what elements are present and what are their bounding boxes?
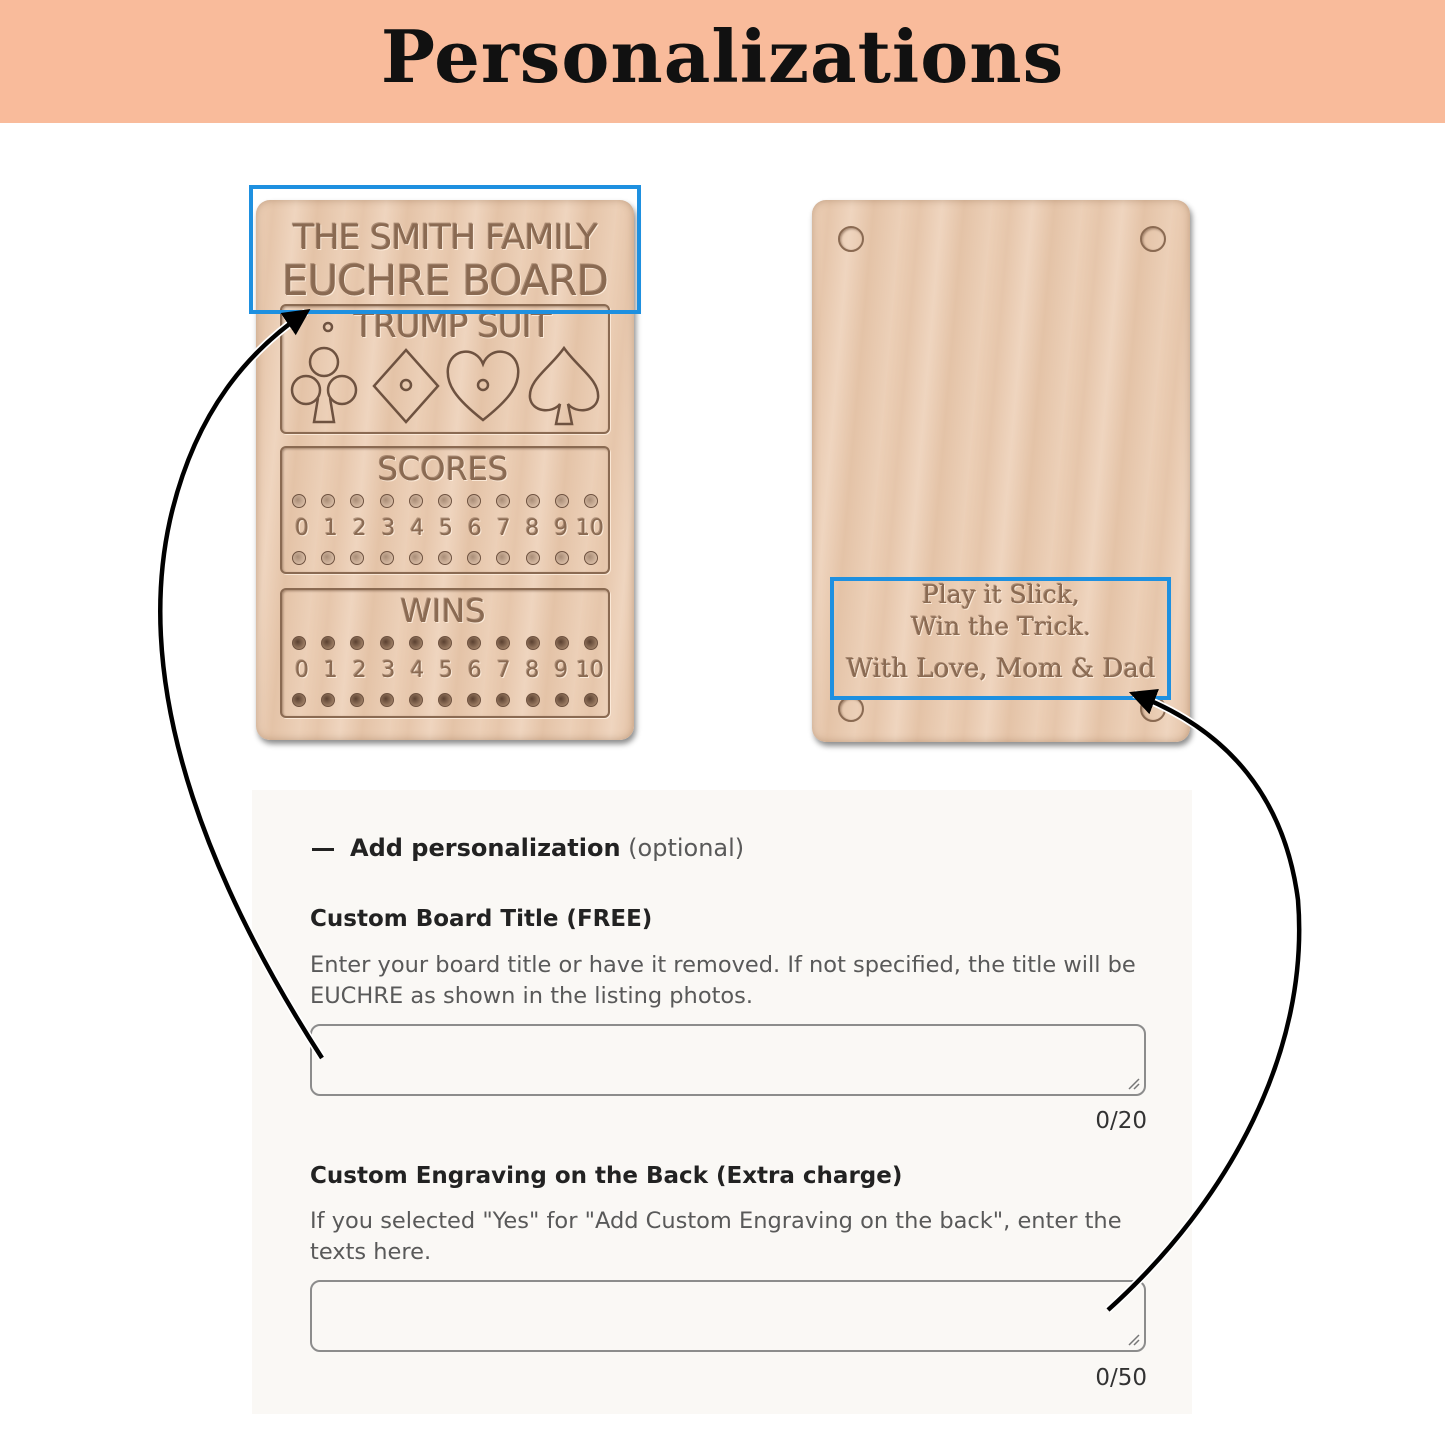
scores-label: SCORES (377, 450, 509, 488)
peg-hole-icon (496, 551, 510, 565)
wins-numbers (288, 658, 604, 683)
peg-hole-icon (467, 636, 481, 650)
board-title-field-help: Enter your board title or have it removed. If not specified, the title will be EUCHRE as shown in the listing photos. (310, 952, 1136, 1009)
engraving-highlight-box (830, 577, 1171, 700)
peg-hole-icon (555, 636, 569, 650)
back-engraving-line1: Play it Slick, (922, 580, 1080, 609)
win-number: 6 (467, 658, 482, 683)
scores-numbers (288, 516, 604, 541)
back-engraving-field-help: If you selected "Yes" for "Add Custom Engraving on the back", enter the texts here. (310, 1208, 1122, 1265)
peg-hole-icon (584, 636, 598, 650)
back-engraving-field-label: Custom Engraving on the Back (Extra charge) (310, 1163, 903, 1189)
peg-hole-icon (350, 551, 364, 565)
peg-hole-icon (380, 494, 394, 508)
peg-hole-icon (380, 693, 394, 707)
score-number: 2 (352, 516, 367, 541)
score-number: 5 (438, 516, 453, 541)
title-highlight-box (249, 185, 641, 314)
peg-hole-icon (380, 551, 394, 565)
score-number: 1 (323, 516, 338, 541)
peg-hole-icon (526, 693, 540, 707)
score-number: 3 (381, 516, 396, 541)
win-number: 1 (323, 658, 338, 683)
peg-hole-icon (292, 693, 306, 707)
toggle-optional-label: (optional) (628, 834, 745, 862)
peg-hole-icon (292, 636, 306, 650)
back-engraving-line3: With Love, Mom & Dad (846, 654, 1156, 684)
resize-handle-icon[interactable] (1126, 1076, 1140, 1090)
peg-hole-icon (292, 551, 306, 565)
peg-hole-icon (292, 494, 306, 508)
win-number: 10 (575, 658, 604, 683)
corner-hole-icon (1140, 226, 1166, 252)
peg-hole-icon (526, 494, 540, 508)
peg-hole-icon (380, 636, 394, 650)
peg-hole-icon (321, 494, 335, 508)
peg-hole-icon (438, 494, 452, 508)
peg-hole-icon (496, 693, 510, 707)
score-number: 9 (554, 516, 569, 541)
peg-hole-icon (350, 494, 364, 508)
peg-hole-icon (555, 551, 569, 565)
board-title-line1: THE SMITH FAMILY (292, 218, 598, 258)
score-number: 8 (525, 516, 540, 541)
win-number: 7 (496, 658, 511, 683)
peg-hole-icon (409, 551, 423, 565)
scores-peg-row-top (292, 494, 598, 508)
wins-label: WINS (400, 592, 486, 630)
peg-hole-icon (526, 636, 540, 650)
win-number: 9 (554, 658, 569, 683)
resize-handle-icon[interactable] (1126, 1332, 1140, 1346)
wins-peg-row-top (292, 636, 598, 650)
win-number: 8 (525, 658, 540, 683)
peg-hole-icon (438, 551, 452, 565)
peg-hole-icon (467, 551, 481, 565)
board-title-char-counter: 0/20 (1095, 1108, 1147, 1134)
peg-hole-icon (584, 693, 598, 707)
win-number: 3 (381, 658, 396, 683)
score-number: 6 (467, 516, 482, 541)
peg-hole-icon (526, 551, 540, 565)
peg-hole-icon (350, 636, 364, 650)
peg-hole-icon (321, 551, 335, 565)
collapse-dash-icon (312, 848, 334, 851)
score-number: 0 (295, 516, 309, 541)
peg-hole-icon (584, 494, 598, 508)
toggle-label: Add personalization (350, 834, 621, 862)
win-number: 2 (352, 658, 367, 683)
back-engraving-line2: Win the Trick. (911, 612, 1091, 641)
peg-hole-icon (496, 494, 510, 508)
back-engraving-char-counter: 0/50 (1095, 1365, 1147, 1391)
peg-hole-icon (409, 693, 423, 707)
peg-hole-icon (409, 636, 423, 650)
score-number: 4 (410, 516, 425, 541)
peg-hole-icon (321, 693, 335, 707)
win-number: 0 (295, 658, 309, 683)
peg-hole-icon (438, 636, 452, 650)
scores-peg-row-bottom (292, 551, 598, 565)
peg-hole-icon (467, 693, 481, 707)
peg-hole-icon (584, 551, 598, 565)
peg-hole-icon (555, 693, 569, 707)
board-title-line2: EUCHRE BOARD (282, 256, 608, 305)
back-engraving-input[interactable] (310, 1280, 1146, 1352)
peg-hole-icon (438, 693, 452, 707)
win-number: 4 (410, 658, 425, 683)
corner-hole-icon (838, 226, 864, 252)
peg-hole-icon (555, 494, 569, 508)
peg-hole-icon (350, 693, 364, 707)
score-number: 10 (575, 516, 604, 541)
peg-hole-icon (467, 494, 481, 508)
board-title-input[interactable] (310, 1024, 1146, 1096)
trump-suit-label: TRUMP SUIT (353, 306, 551, 346)
score-number: 7 (496, 516, 511, 541)
peg-hole-icon (321, 636, 335, 650)
board-title-field-label: Custom Board Title (FREE) (310, 906, 653, 932)
page-title: Personalizations (380, 14, 1065, 99)
peg-hole-icon (496, 636, 510, 650)
wins-peg-row-bottom (292, 693, 598, 707)
win-number: 5 (438, 658, 453, 683)
add-personalization-toggle[interactable] (312, 834, 744, 862)
peg-hole-icon (409, 494, 423, 508)
